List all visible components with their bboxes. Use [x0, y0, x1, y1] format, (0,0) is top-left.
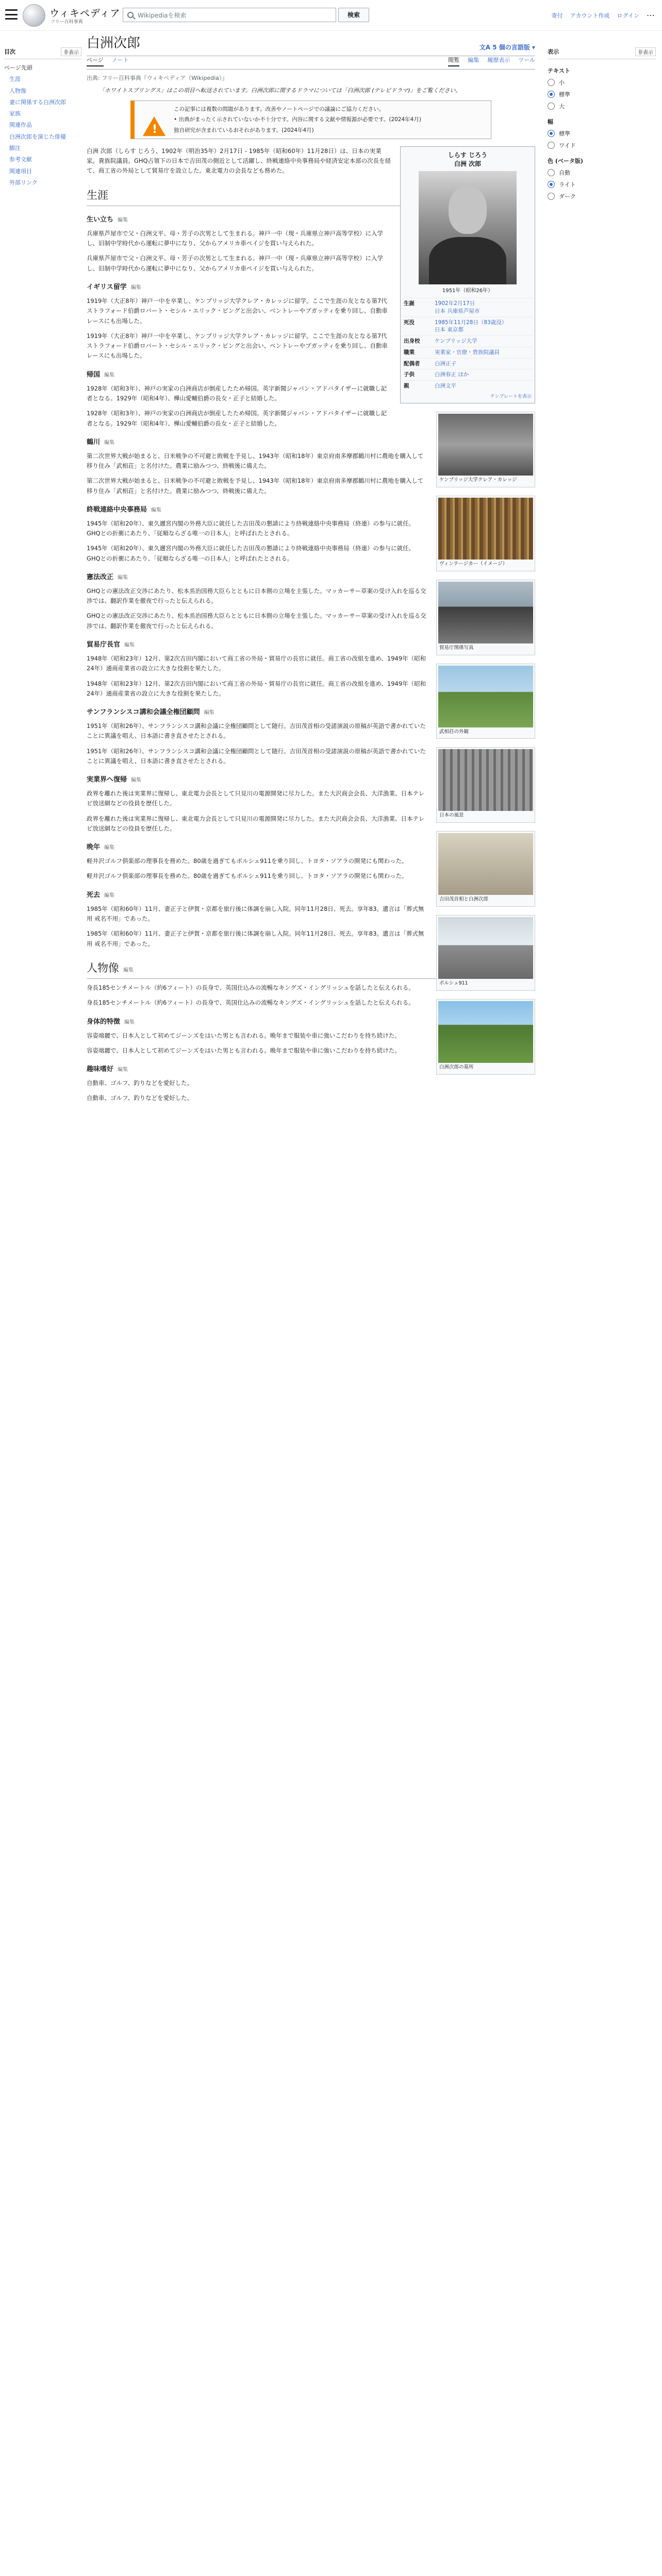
radio-label: 自動 — [559, 170, 570, 176]
table-of-contents — [4, 47, 81, 189]
thumbnail — [436, 664, 535, 739]
thumbnail — [436, 412, 535, 487]
portrait-image[interactable] — [419, 171, 517, 284]
thumbnail — [436, 915, 535, 991]
infobox-value[interactable]: 1985年11月28日（83歳没） 日本 東京都 — [435, 319, 507, 333]
thumbnail — [436, 999, 535, 1075]
section-heading-text: 生涯 — [87, 189, 108, 201]
paragraph: 自動車、ゴルフ、釣りなどを愛好した。 — [87, 1094, 193, 1102]
paragraph: 容姿端麗で、日本人として初めてジーンズをはいた男とも言われる。晩年まで服装や車に強いこだわりを持ち続けた。 — [87, 1046, 401, 1054]
paragraph: 身長185センチメートル（約6フィート）の長身で、英国仕込みの流暢なキングズ・イングリッシュを話したと伝えられる。 — [87, 984, 415, 992]
radio-option[interactable] — [548, 129, 656, 138]
infobox-row — [403, 317, 533, 335]
appearance-header — [548, 47, 656, 59]
radio-option[interactable] — [548, 141, 656, 149]
radio-option[interactable] — [548, 168, 656, 177]
infobox-value[interactable]: 白洲正子 — [435, 360, 456, 367]
main-content — [87, 34, 535, 1109]
appearance-hide-button[interactable]: 非表示 — [635, 47, 656, 56]
radio-label: ダーク — [559, 193, 576, 200]
paragraph: 1985年（昭和60年）11月、妻正子と伊賀・京都を旅行後に体調を崩し入院。同年11月28日、死去。享年83。遺言は「葬式無用 戒名不用」であった。 — [87, 905, 424, 922]
edit-link[interactable]: 編集 — [118, 217, 128, 223]
lead-paragraph: 白洲 次郎（しらす じろう、1902年（明治35年）2月17日 - 1985年（昭和60年）11月28日）は、日本の実業家。貴族院議員。GHQ占領下の日本で吉田茂の側近として活躍し、終戦連絡中央事務局や経済安定本部の次長を経て、商工省の外局として貿易庁を設立した。東北電力の会長なども務めた。 — [87, 147, 391, 175]
subsection-heading-text: サンフランシスコ講和会議全権団顧問 — [87, 708, 200, 717]
radio-icon[interactable] — [548, 181, 555, 188]
thumbnail — [436, 747, 535, 823]
paragraph: 政界を離れた後は実業界に復帰し、東北電力会長として只見川の電源開発に尽力した。また大沢商会会長、大洋漁業、日本テレビ放送網などの役員を歴任した。 — [87, 790, 425, 807]
search-box[interactable] — [123, 8, 336, 22]
infobox-value[interactable]: 実業家・官僚・貴族院議員 — [435, 349, 500, 355]
radio-option[interactable] — [548, 78, 656, 87]
subsection-heading-text: 帰国 — [87, 370, 101, 379]
radio-option[interactable] — [548, 180, 656, 189]
subsection-heading-text: 貿易庁長官 — [87, 641, 121, 649]
toc-item[interactable]: ページ先頭 — [4, 64, 32, 71]
infobox-key: 親 — [404, 382, 409, 389]
article-body — [87, 146, 535, 1109]
radio-icon[interactable] — [548, 130, 555, 137]
radio-icon[interactable] — [548, 193, 555, 200]
paragraph: 1945年（昭和20年）、東久邇宮内閣の外務大臣に就任した吉田茂の懇請により終戦連絡中央事務局（終連）の参与に就任。GHQとの折衝にあたり、「従順ならざる唯一の日本人」と呼ばれたとされる。 — [87, 519, 415, 537]
edit-link[interactable]: 編集 — [131, 777, 142, 784]
radio-label: 標準 — [559, 130, 570, 137]
thumbnail-image[interactable] — [438, 414, 533, 476]
infobox-name: しらす じろう 白洲 次郎 — [448, 151, 488, 167]
page-title — [87, 34, 535, 56]
edit-link[interactable]: 編集 — [104, 892, 115, 899]
thumbnail-caption: ポルシェ911 — [439, 980, 468, 987]
toc-list — [4, 62, 81, 189]
paragraph: 政界を離れた後は実業界に復帰し、東北電力会長として只見川の電源開発に尽力した。また大沢商会会長、大洋漁業、日本テレビ放送網などの役員を歴任した。 — [87, 815, 425, 833]
paragraph: 兵庫県芦屋市で父・白洲文平、母・芳子の次男として生まれる。神戸一中（現・兵庫県立神戸高等学校）に入学し、旧制中学時代から運転に夢中になり、父からアメリカ車ペイジを買い与えられた。 — [87, 255, 383, 272]
paragraph: 第二次世界大戦が始まると、日米戦争の不可避と敗戦を予見し、1943年（昭和18年）東京府南多摩郡鶴川村に農地を購入して移り住み「武相荘」と名付けた。農業に励みつつ、終戦後に備えた。 — [87, 452, 424, 469]
search-icon — [127, 12, 134, 18]
subsection-heading-text: 趣味嗜好 — [87, 1065, 114, 1074]
search-input[interactable]: Wikipediaを検索 — [138, 11, 187, 19]
paragraph: 1951年（昭和26年）、サンフランシスコ講和会議に全権団顧問として随行。吉田茂首相の受諾演説の原稿が英語で書かれていたことに異議を唱え、日本語に書き直させたとされる。 — [87, 747, 426, 765]
paragraph: 第二次世界大戦が始まると、日米戦争の不可避と敗戦を予見し、1943年（昭和18年）東京府南多摩郡鶴川村に農地を購入して移り住み「武相荘」と名付けた。農業に励みつつ、終戦後に備えた。 — [87, 477, 424, 495]
site-name[interactable]: ウィキペディア — [49, 8, 121, 19]
text-size-options — [548, 78, 656, 110]
thumbnail-image[interactable] — [438, 666, 533, 727]
login-link[interactable]: ログイン — [617, 12, 639, 19]
infobox-row — [403, 347, 533, 358]
paragraph: 1945年（昭和20年）、東久邇宮内閣の外務大臣に就任した吉田茂の懇請により終戦連絡中央事務局（終連）の参与に就任。GHQとの折衝にあたり、「従順ならざる唯一の日本人」と呼ばれたとされる。 — [87, 545, 415, 562]
paragraph: 軽井沢ゴルフ倶楽部の理事長を務めた。80歳を過ぎてもポルシェ911を乗り回し、トヨタ・ソアラの開発にも関わった。 — [87, 857, 408, 865]
paragraph: 1928年（昭和3年）、神戸の実家の白洲商店が倒産したため帰国。英字新聞ジャパン・アドバタイザーに就職し記者となる。1929年（昭和4年）、樺山愛輔伯爵の長女・正子と結婚した。 — [87, 410, 387, 427]
paragraph: 自動車、ゴルフ、釣りなどを愛好した。 — [87, 1079, 193, 1087]
toc-header — [4, 47, 81, 59]
main-menu-icon[interactable] — [5, 9, 18, 20]
subsection-heading-text: 憲法改正 — [87, 573, 114, 582]
edit-link[interactable]: 編集 — [124, 1019, 135, 1025]
thumbnail-caption: 白洲次郎の墓所 — [439, 1064, 474, 1070]
infobox-row — [403, 298, 533, 316]
radio-option[interactable] — [548, 192, 656, 200]
infobox-template-link[interactable]: テンプレートを表示 — [490, 394, 532, 399]
thumbnail-image[interactable] — [438, 833, 533, 895]
thumbnail-caption: 貿易庁関係写真 — [439, 645, 474, 651]
edit-link[interactable]: 編集 — [204, 710, 214, 716]
width-label: 幅 — [548, 118, 553, 125]
donate-link[interactable]: 寄付 — [551, 12, 563, 19]
thumbnail-caption: 武相荘の外観 — [439, 728, 469, 735]
paragraph: 1951年（昭和26年）、サンフランシスコ講和会議に全権団顧問として随行。吉田茂首相の受諾演説の原稿が英語で書かれていたことに異議を唱え、日本語に書き直させたとされる。 — [87, 722, 426, 740]
thumbnail — [436, 580, 535, 655]
thumbnail-caption: ヴィンテージカー（イメージ） — [439, 561, 507, 567]
edit-link[interactable]: 編集 — [104, 845, 115, 851]
thumbnail-image[interactable] — [438, 1001, 533, 1063]
paragraph: 身長185センチメートル（約6フィート）の長身で、英国仕込みの流暢なキングズ・イングリッシュを話したと伝えられる。 — [87, 999, 415, 1007]
toc-item[interactable]: 生涯 — [9, 76, 21, 83]
infobox-caption: 1951年（昭和26年） — [442, 288, 493, 294]
paragraph: GHQとの憲法改正交渉にあたり、松本烝治国務大臣らとともに日本側の立場を主張した。マッカーサー草案の受け入れを巡る交渉では、翻訳作業を徹夜で行ったと伝えられる。 — [87, 587, 426, 605]
site-tagline: フリー百科事典 — [51, 20, 83, 25]
infobox-key: 死没 — [404, 319, 415, 326]
thumbnail-image[interactable] — [438, 749, 533, 811]
toc-item[interactable]: 白洲次郎を演じた俳優 — [9, 133, 66, 140]
toc-item[interactable]: 外部リンク — [9, 179, 38, 186]
subsection-heading-text: 実業界へ復帰 — [87, 776, 127, 784]
paragraph: 1948年（昭和23年）12月、第2次吉田内閣において商工省の外局・貿易庁の長官に就任。商工省の改組を進め、1949年（昭和24年）通商産業省の設立に大きな役割を果たした。 — [87, 654, 426, 672]
page-source-note: 出典: フリー百科事典『ウィキペディア（Wikipedia）』 — [87, 75, 228, 81]
notice-line: この記事には複数の問題があります。改善やノートページでの議論にご協力ください。 — [174, 106, 385, 112]
paragraph: 1985年（昭和60年）11月、妻正子と伊賀・京都を旅行後に体調を崩し入院。同年11月28日、死去。享年83。遺言は「葬式無用 戒名不用」であった。 — [87, 930, 424, 947]
user-links — [552, 11, 655, 20]
radio-icon[interactable] — [548, 142, 555, 149]
toc-item[interactable]: 参考文献 — [9, 156, 32, 163]
infobox-key: 出身校 — [404, 338, 420, 345]
thumbnail-caption: 吉田茂首相と白洲次郎 — [439, 896, 489, 903]
paragraph: 1928年（昭和3年）、神戸の実家の白洲商店が倒産したため帰国。英字新聞ジャパン・アドバタイザーに就職し記者となる。1929年（昭和4年）、樺山愛輔伯爵の長女・正子と結婚した。 — [87, 384, 387, 402]
radio-icon[interactable] — [548, 79, 555, 86]
toc-item[interactable]: 脚注 — [9, 145, 21, 152]
subsection-heading-text: 死去 — [87, 891, 101, 899]
more-options-icon[interactable]: ⋯ — [647, 10, 655, 20]
radio-icon[interactable] — [548, 91, 555, 98]
infobox-key: 子供 — [404, 371, 415, 378]
toc-title: 目次 — [4, 48, 15, 55]
paragraph: 容姿端麗で、日本人として初めてジーンズをはいた男とも言われる。晩年まで服装や車に強いこだわりを持ち続けた。 — [87, 1031, 401, 1039]
wikipedia-globe-logo[interactable] — [23, 4, 45, 27]
site-header — [0, 0, 662, 31]
radio-label: ワイド — [559, 142, 576, 149]
infobox-row — [403, 358, 533, 369]
infobox-row — [403, 335, 533, 347]
subsection-heading-text: 終戦連絡中央事務局 — [87, 505, 147, 514]
infobox-value[interactable]: 1902年2月17日 日本 兵庫県芦屋市 — [435, 300, 480, 315]
infobox-value[interactable]: 白洲文平 — [435, 382, 456, 389]
thumbnail-image[interactable] — [438, 917, 533, 979]
radio-option[interactable] — [548, 102, 656, 110]
toc-item[interactable]: 関連項目 — [9, 167, 32, 175]
infobox-row — [403, 380, 533, 392]
edit-link[interactable]: 編集 — [123, 967, 134, 973]
notice-line: 独自研究が含まれているおそれがあります。(2024年4月) — [174, 127, 314, 133]
toc-hide-button[interactable]: 非表示 — [61, 47, 81, 56]
edit-link[interactable]: 編集 — [151, 507, 162, 513]
thumbnail-caption: ケンブリッジ大学クレア・カレッジ — [439, 477, 517, 483]
subsection-heading-text: 生い立ち — [87, 216, 114, 224]
subsection-heading-text: イギリス留学 — [87, 283, 127, 292]
toc-item[interactable]: 家族 — [9, 110, 21, 117]
subsection-heading-text: 鶴川 — [87, 438, 101, 446]
radio-icon[interactable] — [548, 169, 555, 176]
appearance-panel — [548, 47, 656, 204]
infobox-key: 配偶者 — [404, 360, 420, 367]
infobox-rows — [403, 298, 533, 391]
edit-link[interactable]: 編集 — [104, 372, 115, 378]
paragraph: 1919年（大正8年）神戸一中を卒業し、ケンブリッジ大学クレア・カレッジに留学。ここで生涯の友となる第7代ストラフォード伯爵ロバート・セシル・エリック・ビングと出会い、ベントレーやブガッティを乗り回し、自動車レースにも出場した。 — [87, 297, 388, 325]
width-options — [548, 129, 656, 149]
tab-history[interactable]: 履歴表示 — [487, 57, 510, 63]
edit-link[interactable]: 編集 — [118, 575, 128, 581]
radio-option[interactable] — [548, 90, 656, 98]
thumbnail-caption: 日本の風景 — [439, 812, 464, 819]
toc-item[interactable]: 妻に関係する白洲次郎 — [9, 98, 66, 106]
edit-link[interactable]: 編集 — [104, 439, 115, 446]
tab-read[interactable]: 閲覧 — [448, 56, 459, 66]
radio-label: 標準 — [559, 91, 570, 98]
radio-icon[interactable] — [548, 103, 555, 110]
toc-item[interactable]: 人物像 — [9, 87, 26, 94]
radio-label: ライト — [559, 181, 576, 188]
radio-label: 大 — [559, 103, 565, 110]
tab-page[interactable]: ページ — [87, 56, 104, 66]
edit-link[interactable]: 編集 — [118, 1067, 128, 1073]
maintenance-notice — [130, 100, 491, 139]
thumbnail — [436, 496, 535, 571]
page-title-text: 白洲次郎 — [87, 36, 141, 51]
search-button[interactable]: 検索 — [338, 8, 369, 22]
language-button[interactable]: 文A 5 個の言語版 ▾ — [479, 44, 535, 51]
subsection-heading-text: 身体的特徴 — [87, 1018, 121, 1026]
appearance-title: 表示 — [548, 48, 559, 55]
text-size-label: テキスト — [548, 67, 570, 74]
hatnote: 「ホワイトスプリングス」はこの項目へ転送されています。白洲次郎に関するドラマについては「白洲次郎 (テレビドラマ)」をご覧ください。 — [99, 87, 461, 94]
subsection-heading-text: 晩年 — [87, 843, 101, 852]
thumbnail — [436, 831, 535, 907]
warning-icon — [143, 116, 166, 136]
paragraph: 1919年（大正8年）神戸一中を卒業し、ケンブリッジ大学クレア・カレッジに留学。ここで生涯の友となる第7代ストラフォード伯爵ロバート・セシル・エリック・ビングと出会い、ベントレーやブガッティを乗り回し、自動車レースにも出場した。 — [87, 332, 388, 360]
toc-item[interactable]: 関連作品 — [9, 122, 32, 129]
create-account-link[interactable]: アカウント作成 — [570, 12, 610, 19]
infobox-row — [403, 369, 533, 380]
tab-talk[interactable]: ノート — [111, 57, 129, 63]
section-heading-text: 人物像 — [87, 961, 119, 974]
color-options — [548, 168, 656, 200]
infobox — [400, 146, 535, 403]
infobox-key: 生誕 — [404, 300, 415, 307]
language-count[interactable]: 5 個の言語版 — [492, 44, 530, 51]
tab-edit[interactable]: 編集 — [468, 57, 479, 63]
infobox-key: 職業 — [404, 349, 415, 355]
paragraph: 1948年（昭和23年）12月、第2次吉田内閣において商工省の外局・貿易庁の長官に就任。商工省の改組を進め、1949年（昭和24年）通商産業省の設立に大きな役割を果たした。 — [87, 680, 426, 697]
tab-tools[interactable]: ツール — [518, 57, 535, 63]
paragraph: 兵庫県芦屋市で父・白洲文平、母・芳子の次男として生まれる。神戸一中（現・兵庫県立神戸高等学校）に入学し、旧制中学時代から運転に夢中になり、父からアメリカ車ペイジを買い与えられた。 — [87, 229, 383, 247]
infobox-value[interactable]: ケンブリッジ大学 — [435, 338, 477, 345]
paragraph: 軽井沢ゴルフ倶楽部の理事長を務めた。80歳を過ぎてもポルシェ911を乗り回し、トヨタ・ソアラの開発にも関わった。 — [87, 872, 408, 880]
edit-link[interactable]: 編集 — [124, 642, 135, 649]
thumbnail-image[interactable] — [438, 582, 533, 643]
thumbnail-image[interactable] — [438, 498, 533, 560]
color-label: 色 (ベータ版) — [548, 158, 583, 164]
edit-link[interactable]: 編集 — [130, 285, 141, 291]
infobox-value[interactable]: 白洲春正 ほか — [435, 371, 469, 378]
paragraph: GHQとの憲法改正交渉にあたり、松本烝治国務大臣らとともに日本側の立場を主張した。マッカーサー草案の受け入れを巡る交渉では、翻訳作業を徹夜で行ったと伝えられる。 — [87, 612, 426, 630]
radio-label: 小 — [559, 79, 565, 86]
notice-line: • 出典がまったく示されていないか不十分です。内容に関する文献や情報源が必要です。(2024年4月) — [174, 116, 421, 123]
page-tabs — [87, 56, 535, 70]
